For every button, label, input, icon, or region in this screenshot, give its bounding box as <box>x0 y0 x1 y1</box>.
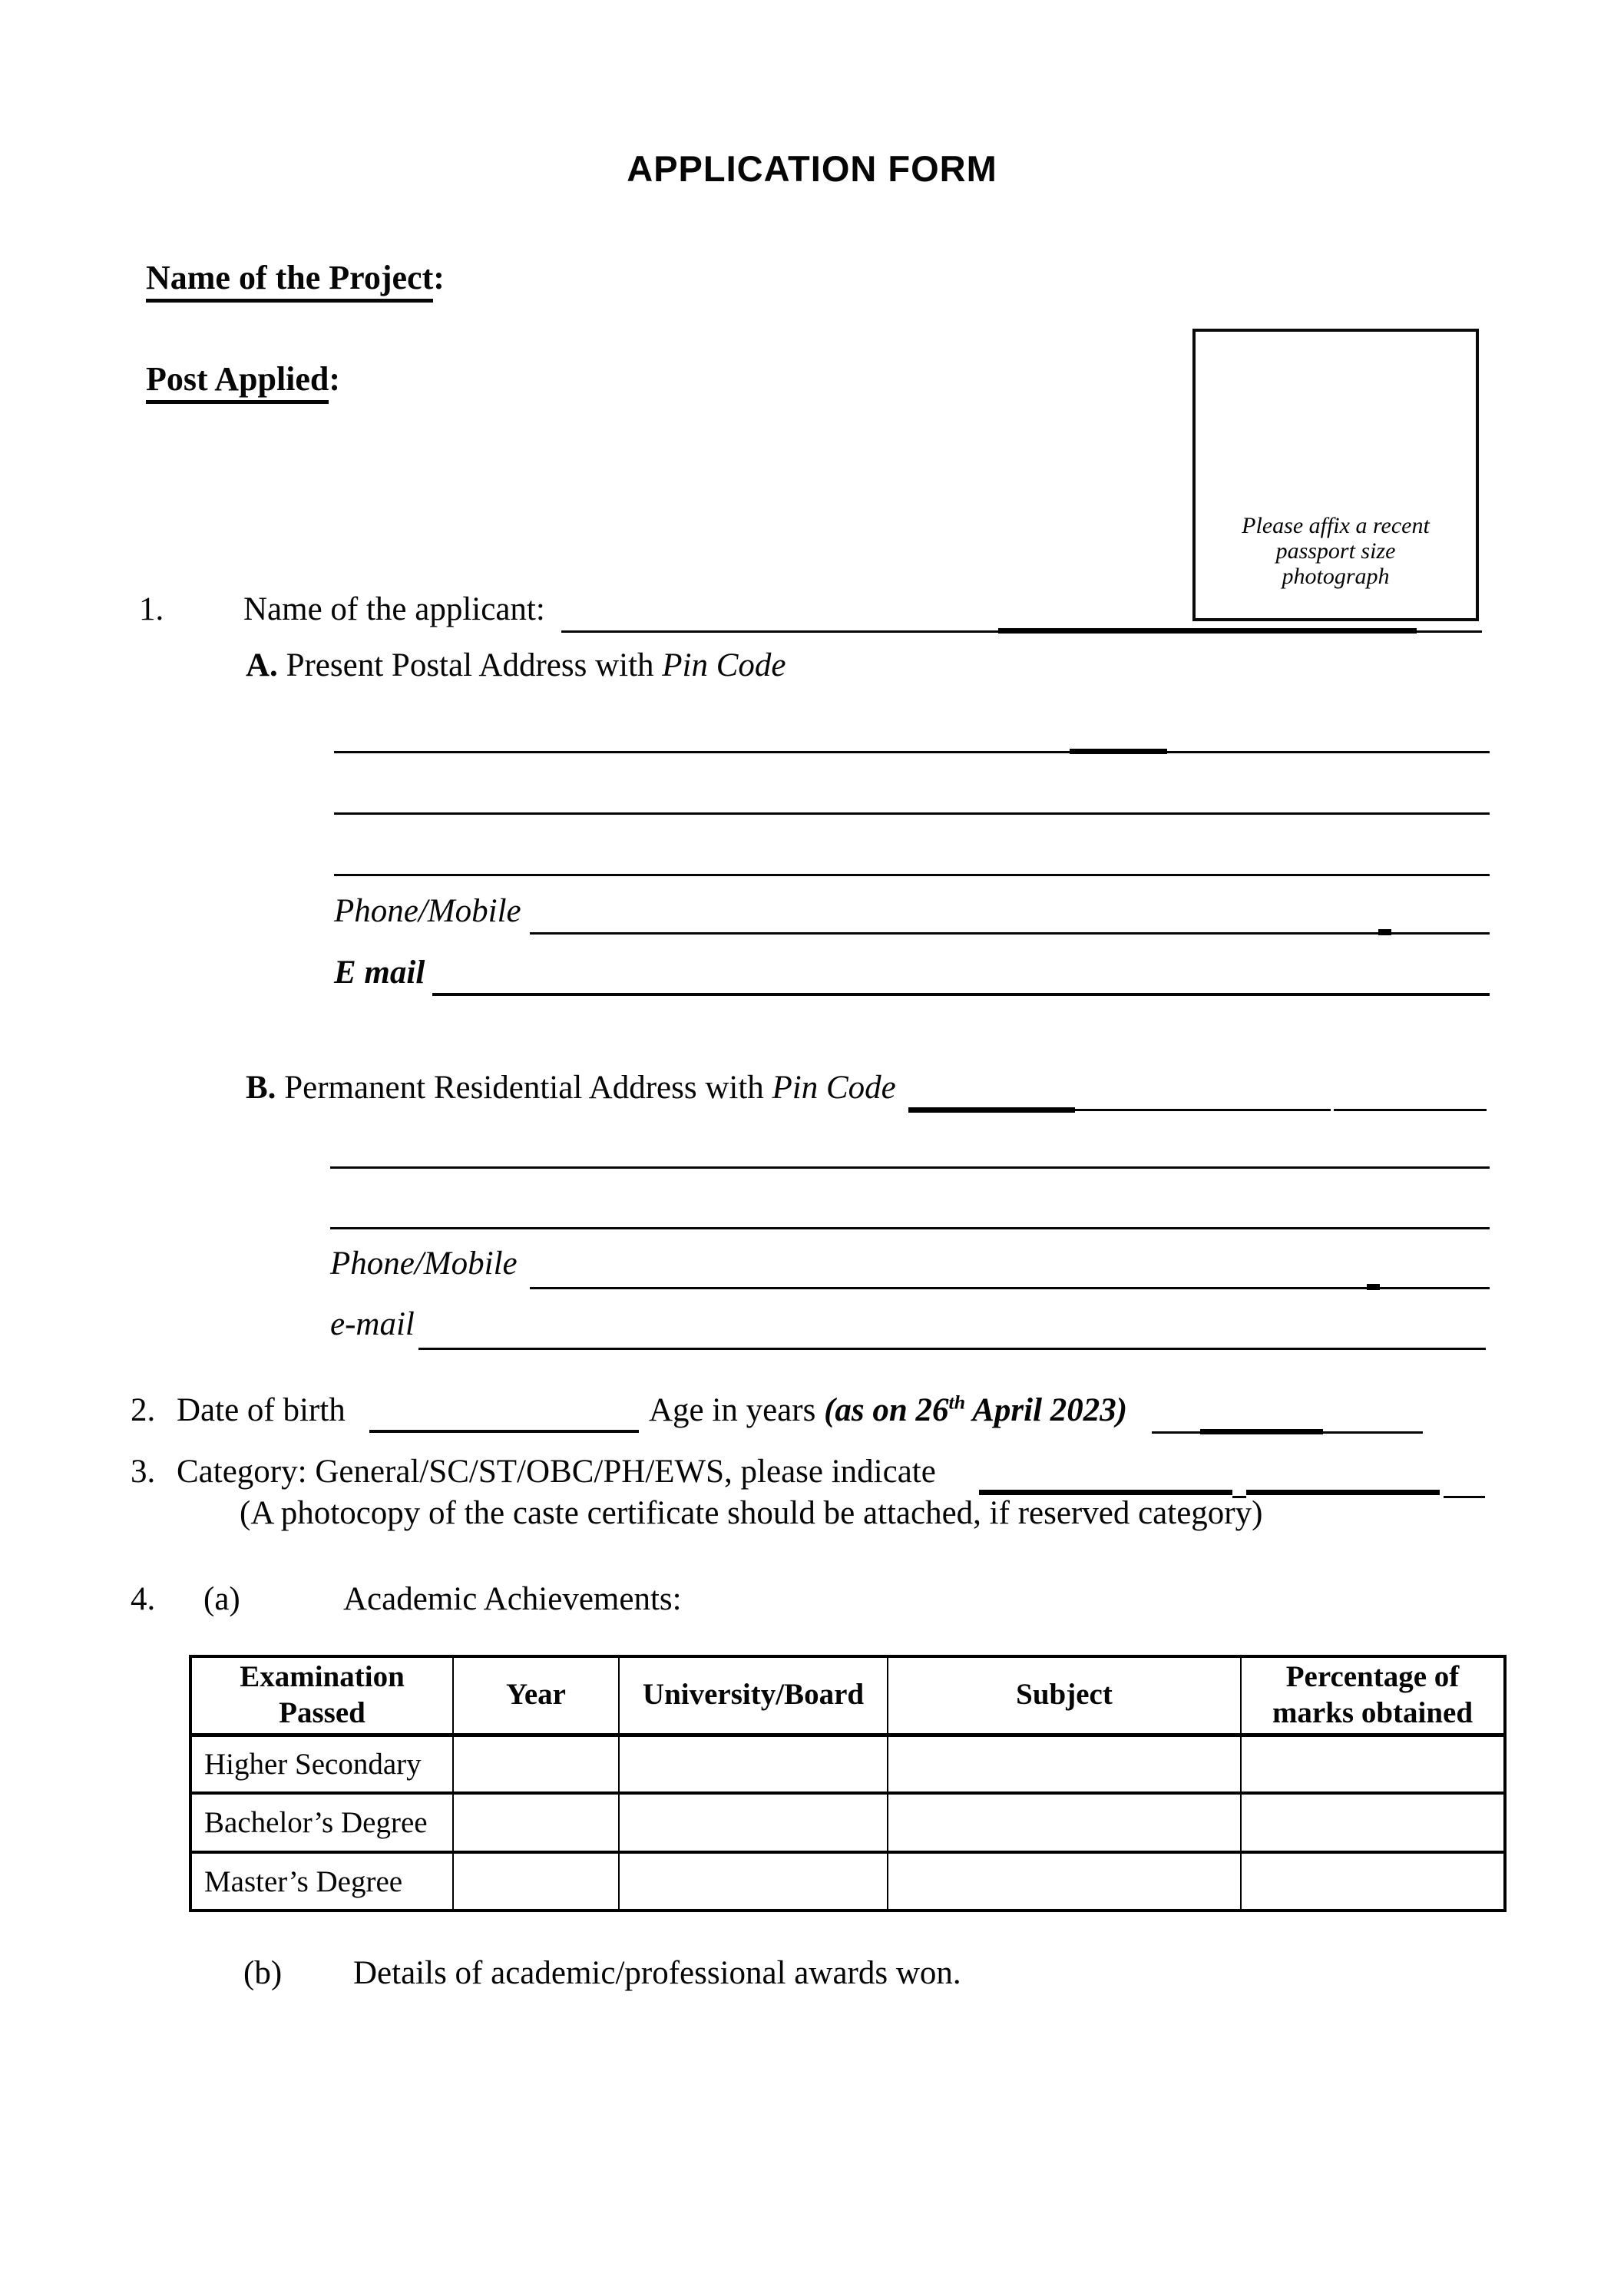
table-row <box>190 1735 1505 1793</box>
project-heading <box>146 258 445 297</box>
email-b-label: e-mail <box>330 1306 415 1342</box>
table-cell-empty <box>888 1735 1241 1793</box>
section-a-pincode-label: Pin Code <box>662 647 786 683</box>
age-as-on-date-sup: th <box>948 1391 966 1414</box>
table-cell-empty <box>619 1793 888 1852</box>
email-a-blank-line <box>432 993 1490 996</box>
item-4-number: 4. <box>131 1581 156 1617</box>
age-blank-line-end <box>1323 1431 1423 1434</box>
dob-blank-line <box>369 1430 639 1433</box>
table-cell-empty <box>1241 1735 1505 1793</box>
section-a-marker: A. <box>246 647 278 683</box>
email-b-blank-line <box>418 1348 1486 1350</box>
table-header-university: University/Board <box>619 1656 888 1735</box>
dob-label: Date of birth <box>177 1392 346 1428</box>
academic-achievements-label: Academic Achievements: <box>343 1581 682 1617</box>
table-row <box>190 1793 1505 1852</box>
table-header-subject: Subject <box>888 1656 1241 1735</box>
item-4b-marker: (b) <box>243 1955 283 1991</box>
age-blank-line-thick <box>1200 1429 1323 1434</box>
table-row-label-bachelors-degree: Bachelor’s Degree <box>190 1793 453 1852</box>
address-a-blank-line-1 <box>334 751 1490 753</box>
table-cell-empty <box>453 1852 619 1911</box>
category-blank-line-tail <box>1444 1496 1485 1498</box>
form-title: APPLICATION FORM <box>627 148 997 189</box>
item-4a-marker: (a) <box>203 1581 240 1617</box>
section-a-label: Present Postal Address with <box>277 647 663 683</box>
table-cell-empty <box>1241 1852 1505 1911</box>
photo-instruction-line-3: photograph <box>1282 564 1390 589</box>
project-heading-text: Name of the Project <box>146 259 433 303</box>
section-b-heading <box>246 1069 896 1107</box>
item-1-label: Name of the applicant: <box>243 591 545 627</box>
photo-instruction-line-2: passport size <box>1275 538 1396 564</box>
table-header-examination: Examination Passed <box>190 1656 453 1735</box>
age-as-on-date <box>824 1392 1127 1428</box>
table-row <box>190 1852 1505 1911</box>
table-row-label-higher-secondary: Higher Secondary <box>190 1735 453 1793</box>
academic-table <box>189 1655 1507 1905</box>
table-cell-empty <box>453 1793 619 1852</box>
item-1-number: 1. <box>139 591 164 627</box>
table-cell-empty <box>888 1852 1241 1911</box>
age-label-plain: Age in years <box>649 1392 825 1428</box>
section-a-heading <box>246 647 786 684</box>
table-header-year: Year <box>453 1656 619 1735</box>
address-b-blank-line-1 <box>330 1166 1490 1169</box>
table-cell-empty <box>453 1735 619 1793</box>
pincode-b-blank-line-mid <box>1075 1109 1331 1111</box>
age-blank-line-start <box>1152 1431 1200 1434</box>
item-2-number: 2. <box>131 1392 156 1428</box>
awards-label: Details of academic/professional awards won. <box>353 1955 961 1991</box>
pincode-b-blank-line-thick <box>908 1107 1075 1113</box>
section-b-pincode-label: Pin Code <box>772 1070 896 1106</box>
phone-a-blank-line-mark <box>1378 929 1391 935</box>
address-b-blank-line-2 <box>330 1227 1490 1229</box>
photo-box-instruction <box>1196 513 1476 589</box>
category-blank-line-thick-2 <box>1246 1490 1440 1495</box>
address-a-blank-line-2 <box>334 812 1490 815</box>
age-label <box>649 1391 1127 1429</box>
table-cell-empty <box>1241 1793 1505 1852</box>
item-3-number: 3. <box>131 1454 156 1490</box>
age-as-on-date-pre: (as on 26 <box>824 1392 949 1428</box>
section-b-label: Permanent Residential Address with <box>276 1070 772 1106</box>
table-cell-empty <box>619 1735 888 1793</box>
phone-a-label: Phone/Mobile <box>334 893 521 929</box>
project-heading-colon: : <box>433 259 445 296</box>
table-row-label-masters-degree: Master’s Degree <box>190 1852 453 1911</box>
photo-box <box>1192 329 1479 621</box>
email-a-label: E mail <box>334 954 425 991</box>
photo-instruction-line-1: Please affix a recent <box>1242 513 1430 538</box>
table-header-percentage: Percentage of marks obtained <box>1241 1656 1505 1735</box>
post-heading-text: Post Applied <box>146 360 329 404</box>
address-a-blank-line-1-thick <box>1070 749 1167 754</box>
phone-b-blank-line <box>530 1287 1490 1289</box>
post-heading <box>146 359 340 399</box>
table-cell-empty <box>888 1793 1241 1852</box>
category-note: (A photocopy of the caste certificate should be attached, if reserved category) <box>240 1495 1263 1531</box>
pincode-b-blank-line-end <box>1334 1109 1487 1111</box>
category-label: Category: General/SC/ST/OBC/PH/EWS, please indicate <box>177 1454 936 1490</box>
section-b-marker: B. <box>246 1070 276 1106</box>
applicant-name-blank-line-thick <box>998 628 1417 634</box>
post-heading-colon: : <box>329 360 341 398</box>
phone-b-blank-line-mark <box>1367 1284 1380 1290</box>
address-a-blank-line-3 <box>334 874 1490 876</box>
phone-a-blank-line <box>530 932 1490 935</box>
phone-b-label: Phone/Mobile <box>330 1246 518 1282</box>
table-cell-empty <box>619 1852 888 1911</box>
age-as-on-date-post: April 2023) <box>965 1392 1128 1428</box>
